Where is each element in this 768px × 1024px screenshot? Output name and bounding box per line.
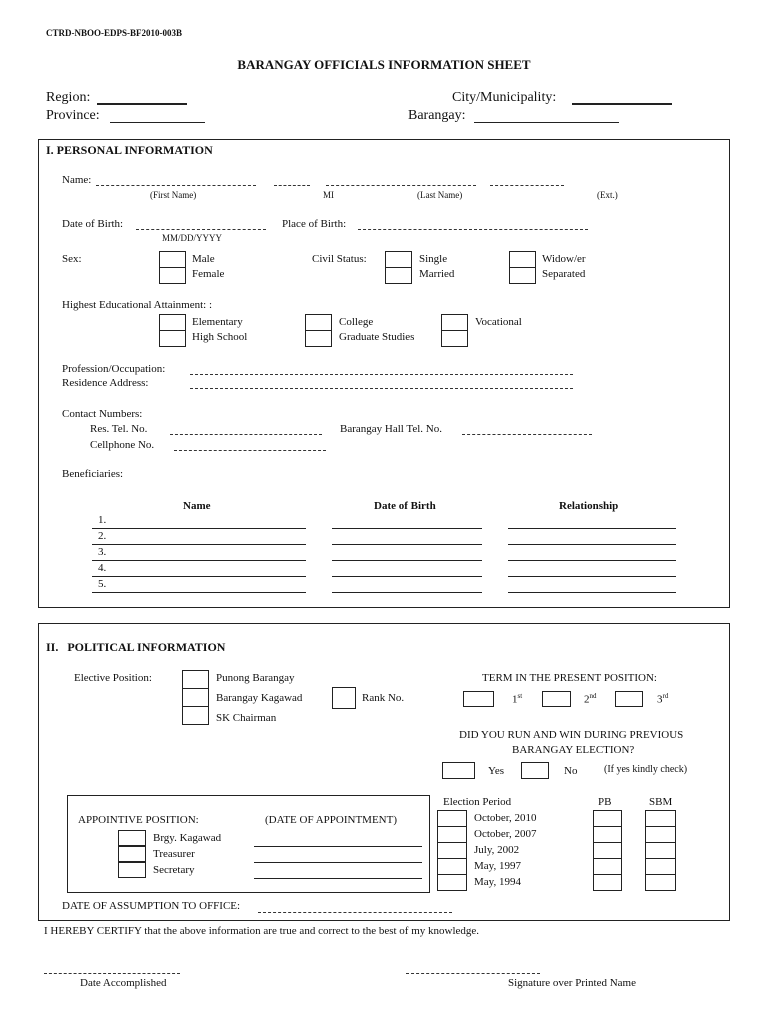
profession-label: Profession/Occupation:	[62, 363, 166, 375]
province-label: Province:	[46, 108, 100, 123]
graduate-checkbox[interactable]	[305, 330, 332, 347]
single-label: Single	[419, 253, 448, 265]
name-label: Name:	[62, 174, 92, 186]
no-checkbox[interactable]	[521, 762, 549, 779]
term-2-suffix: nd	[589, 692, 597, 700]
last-name-caption: (Last Name)	[417, 190, 463, 200]
row-number: 5.	[98, 578, 107, 590]
sbm-label: SBM	[649, 796, 673, 808]
date-of-appointment-label: (DATE OF APPOINTMENT)	[265, 814, 397, 826]
term-1st-label	[512, 692, 522, 706]
region-field[interactable]	[97, 103, 187, 105]
row-number: 1.	[98, 514, 107, 526]
kagawad-checkbox[interactable]	[182, 688, 209, 707]
date-accomplished-field[interactable]	[44, 973, 180, 974]
secretary-label: Secretary	[153, 864, 195, 876]
no-label: No	[564, 765, 578, 777]
certification-text: I HEREBY CERTIFY that the above information are true and correct to the best of my knowledge.	[44, 925, 480, 937]
female-label: Female	[192, 268, 225, 280]
term-1-number: 1	[512, 693, 518, 706]
col-dob-header: Date of Birth	[374, 500, 436, 512]
term-3-suffix: rd	[662, 692, 669, 700]
sk-label: SK Chairman	[216, 712, 277, 724]
kagawad-label: Barangay Kagawad	[216, 692, 303, 704]
married-checkbox[interactable]	[385, 267, 412, 284]
secretary-checkbox[interactable]	[118, 862, 146, 878]
ext-caption: (Ext.)	[597, 190, 618, 200]
term-1st-checkbox[interactable]	[463, 691, 494, 707]
secretary-date-field[interactable]	[254, 878, 422, 879]
education-label: Highest Educational Attainment: :	[62, 299, 212, 311]
period-label: July, 2002	[474, 844, 520, 856]
sbm-checkbox[interactable]	[645, 858, 676, 875]
res-tel-field[interactable]	[170, 434, 322, 435]
assumption-label: DATE OF ASSUMPTION TO OFFICE:	[62, 900, 241, 912]
sk-checkbox[interactable]	[182, 706, 209, 725]
vocational-checkbox-2[interactable]	[441, 330, 468, 347]
term-2nd-checkbox[interactable]	[542, 691, 571, 707]
city-field[interactable]	[572, 103, 672, 105]
female-checkbox[interactable]	[159, 267, 186, 284]
vocational-checkbox[interactable]	[441, 314, 468, 331]
period-label: May, 1997	[474, 860, 521, 872]
first-name-field[interactable]	[96, 185, 256, 186]
profession-field[interactable]	[190, 374, 573, 375]
barangay-field[interactable]	[474, 122, 619, 123]
sbm-checkbox[interactable]	[645, 842, 676, 859]
row-number: 2.	[98, 530, 107, 542]
term-3rd-checkbox[interactable]	[615, 691, 643, 707]
dob-format: MM/DD/YYYY	[162, 233, 223, 243]
period-checkbox[interactable]	[437, 842, 467, 859]
pb-checkbox[interactable]	[593, 858, 622, 875]
beneficiary-relationship-field[interactable]	[508, 528, 676, 529]
term-2nd-label	[584, 692, 597, 706]
beneficiary-dob-field[interactable]	[332, 592, 482, 593]
pb-checkbox[interactable]	[593, 842, 622, 859]
beneficiary-name-field[interactable]	[92, 560, 306, 561]
province-field[interactable]	[110, 122, 205, 123]
period-label: October, 2007	[474, 828, 537, 840]
kagawad-date-field[interactable]	[254, 846, 422, 847]
cellphone-field[interactable]	[174, 450, 326, 451]
male-checkbox[interactable]	[159, 251, 186, 268]
punong-checkbox[interactable]	[182, 670, 209, 689]
pb-label: PB	[598, 796, 612, 808]
city-label: City/Municipality:	[452, 90, 557, 105]
mi-caption: MI	[323, 190, 334, 200]
row-number: 4.	[98, 562, 107, 574]
pb-checkbox[interactable]	[593, 826, 622, 843]
assumption-field[interactable]	[258, 912, 452, 913]
residence-field[interactable]	[190, 388, 573, 389]
res-tel-label: Res. Tel. No.	[90, 423, 148, 435]
elementary-label: Elementary	[192, 316, 243, 328]
rank-checkbox[interactable]	[332, 687, 356, 709]
beneficiary-name-field[interactable]	[92, 544, 306, 545]
beneficiary-relationship-field[interactable]	[508, 560, 676, 561]
beneficiary-name-field[interactable]	[92, 592, 306, 593]
date-accomplished-label: Date Accomplished	[80, 977, 167, 989]
term-label: TERM IN THE PRESENT POSITION:	[482, 672, 657, 684]
residence-label: Residence Address:	[62, 377, 149, 389]
separated-checkbox[interactable]	[509, 267, 536, 284]
treasurer-label: Treasurer	[153, 848, 195, 860]
region-label: Region:	[46, 90, 91, 105]
beneficiary-relationship-field[interactable]	[508, 592, 676, 593]
beneficiary-relationship-field[interactable]	[508, 544, 676, 545]
col-relationship-header: Relationship	[559, 500, 619, 512]
beneficiary-dob-field[interactable]	[332, 544, 482, 545]
first-name-caption: (First Name)	[150, 190, 197, 200]
period-checkbox[interactable]	[437, 874, 467, 891]
dob-label: Date of Birth:	[62, 218, 124, 230]
sbm-checkbox[interactable]	[645, 810, 676, 827]
run-question-line1: DID YOU RUN AND WIN DURING PREVIOUS	[459, 729, 684, 741]
row-number: 3.	[98, 546, 107, 558]
dob-field[interactable]	[136, 229, 266, 230]
elementary-checkbox[interactable]	[159, 314, 186, 331]
signature-label: Signature over Printed Name	[508, 977, 636, 989]
yes-label: Yes	[488, 765, 505, 777]
appointive-label: APPOINTIVE POSITION:	[78, 814, 199, 826]
term-3rd-label	[657, 692, 668, 706]
beneficiary-name-field[interactable]	[92, 576, 306, 577]
col-name-header: Name	[183, 500, 211, 512]
pb-checkbox[interactable]	[593, 874, 622, 891]
college-checkbox[interactable]	[305, 314, 332, 331]
mi-field[interactable]	[274, 185, 310, 186]
graduate-label: Graduate Studies	[339, 331, 415, 343]
pob-label: Place of Birth:	[282, 218, 347, 230]
period-checkbox[interactable]	[437, 810, 467, 827]
civil-status-label: Civil Status:	[312, 253, 367, 265]
beneficiary-dob-field[interactable]	[332, 528, 482, 529]
sbm-checkbox[interactable]	[645, 874, 676, 891]
term-1-suffix: st	[517, 692, 523, 700]
brgy-kagawad-label: Brgy. Kagawad	[153, 832, 222, 844]
beneficiary-name-field[interactable]	[92, 528, 306, 529]
pob-field[interactable]	[358, 229, 588, 230]
last-name-field[interactable]	[326, 185, 476, 186]
if-yes-note: (If yes kindly check)	[604, 764, 688, 775]
personal-heading: I. PERSONAL INFORMATION	[46, 143, 213, 157]
widow-checkbox[interactable]	[509, 251, 536, 268]
pb-checkbox[interactable]	[593, 810, 622, 827]
period-checkbox[interactable]	[437, 858, 467, 875]
sbm-checkbox[interactable]	[645, 826, 676, 843]
punong-label: Punong Barangay	[216, 672, 295, 684]
contact-label: Contact Numbers:	[62, 408, 143, 420]
document-code: CTRD-NBOO-EDPS-BF2010-003B	[46, 28, 183, 38]
run-question-line2: BARANGAY ELECTION?	[512, 744, 635, 756]
treasurer-date-field[interactable]	[254, 862, 422, 863]
sex-label: Sex:	[62, 253, 82, 265]
vocational-label: Vocational	[475, 316, 522, 328]
yes-checkbox[interactable]	[442, 762, 475, 779]
brgy-kagawad-checkbox[interactable]	[118, 830, 146, 846]
male-label: Male	[192, 253, 215, 265]
term-2-number: 2	[584, 693, 590, 706]
page-title: BARANGAY OFFICIALS INFORMATION SHEET	[237, 57, 531, 72]
beneficiaries-label: Beneficiaries:	[62, 468, 124, 480]
married-label: Married	[419, 268, 455, 280]
widow-label: Widow/er	[542, 253, 586, 265]
beneficiary-relationship-field[interactable]	[508, 576, 676, 577]
college-label: College	[339, 316, 374, 328]
brgy-hall-tel-label: Barangay Hall Tel. No.	[340, 423, 442, 435]
term-3-number: 3	[657, 693, 663, 706]
high-school-label: High School	[192, 331, 248, 343]
beneficiary-dob-field[interactable]	[332, 560, 482, 561]
cellphone-label: Cellphone No.	[90, 439, 155, 451]
elective-label: Elective Position:	[74, 672, 152, 684]
rank-label: Rank No.	[362, 692, 405, 704]
ext-field[interactable]	[490, 185, 564, 186]
signature-field[interactable]	[406, 973, 540, 974]
period-label: October, 2010	[474, 812, 537, 824]
beneficiary-dob-field[interactable]	[332, 576, 482, 577]
period-label: May, 1994	[474, 876, 521, 888]
period-checkbox[interactable]	[437, 826, 467, 843]
separated-label: Separated	[542, 268, 586, 280]
political-heading: II. POLITICAL INFORMATION	[46, 640, 226, 654]
barangay-label: Barangay:	[408, 108, 466, 123]
election-period-label: Election Period	[443, 796, 512, 808]
high-school-checkbox[interactable]	[159, 330, 186, 347]
brgy-hall-tel-field[interactable]	[462, 434, 592, 435]
single-checkbox[interactable]	[385, 251, 412, 268]
treasurer-checkbox[interactable]	[118, 846, 146, 862]
